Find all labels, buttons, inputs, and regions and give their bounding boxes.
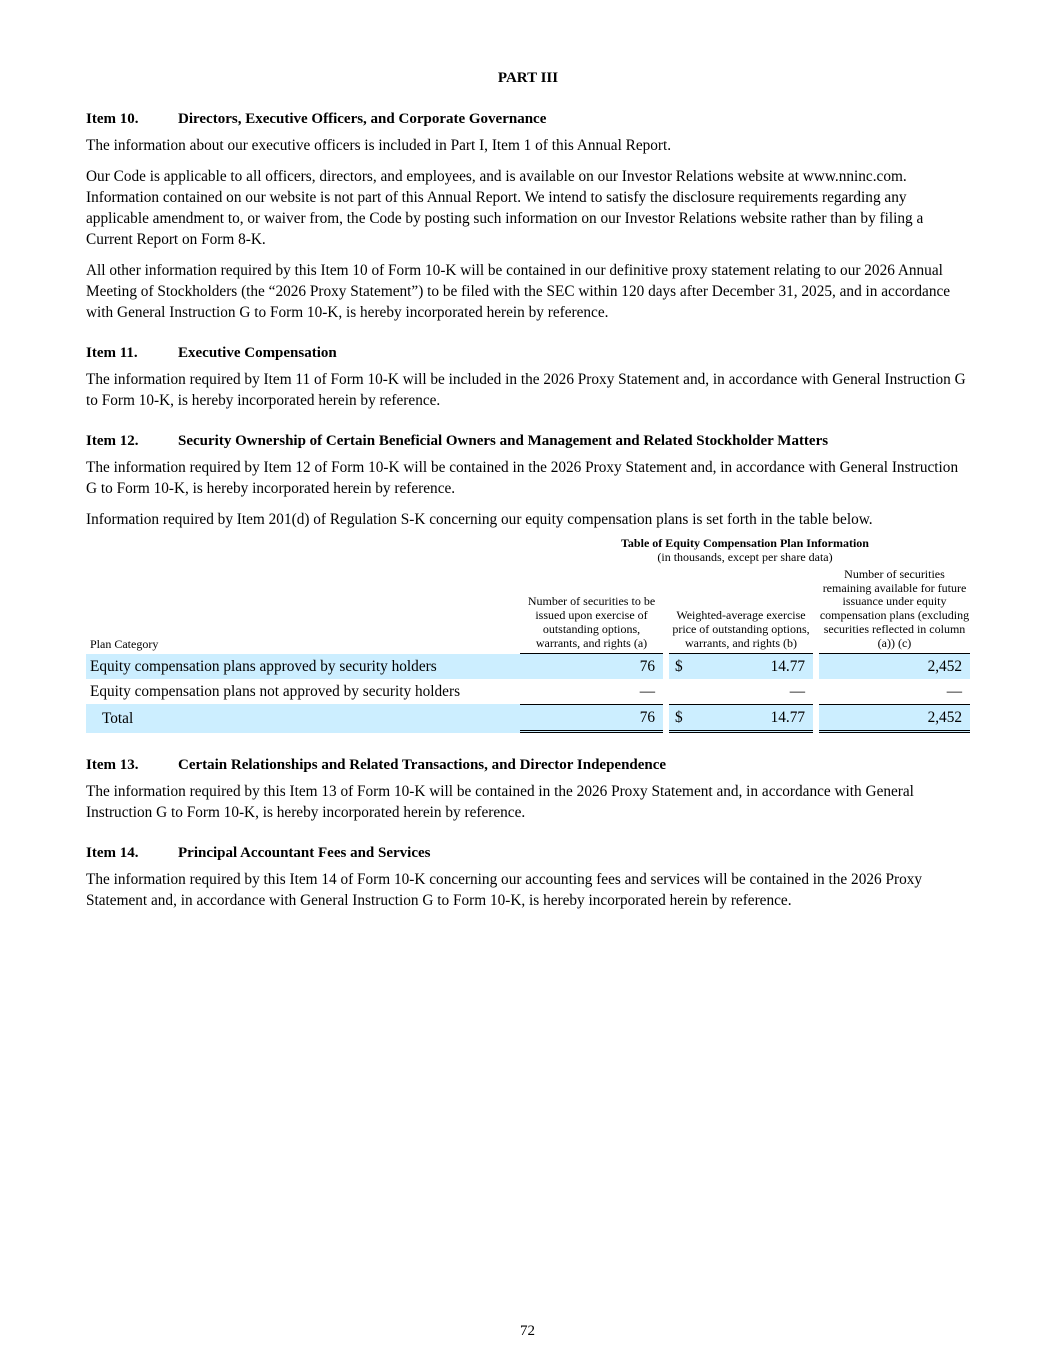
- table-row: [86, 654, 970, 679]
- item-title: Directors, Executive Officers, and Corporate Governance: [178, 111, 547, 127]
- table-subtitle: (in thousands, except per share data): [657, 550, 833, 564]
- item-14-section: [86, 843, 970, 911]
- paragraph: Our Code is applicable to all officers, directors, and employees, and is available on our Investor Relations website at www.nninc.com. Information contained on our website is not part of this Annual Report. We intend to satisfy the disclosure requirements regarding any applicable amendment to, or waiver from, the Code by posting such information on our Investor Relations website rather than by filing a Current Report on Form 8-K.: [86, 168, 924, 248]
- paragraph: The information required by this Item 13 of Form 10-K will be contained in the 2026 Proxy Statement and, in accordance with General Instruction G to Form 10-K, is hereby incorporated herein by reference.: [86, 783, 914, 822]
- row-label: Equity compensation plans approved by security holders: [86, 654, 520, 679]
- item-title: Certain Relationships and Related Transactions, and Director Independence: [178, 757, 667, 774]
- paragraph: The information required by this Item 14 of Form 10-K concerning our accounting fees and services will be contained in the 2026 Proxy Statement and, in accordance with General Instruction G to Form 10-K, is hereby incorporated herein by reference.: [86, 871, 923, 910]
- item-12-section: [86, 431, 970, 733]
- cell-a: —: [639, 682, 655, 700]
- item-11-section: [86, 343, 970, 411]
- page-number: 72: [520, 1323, 535, 1339]
- item-number: Item 12.: [86, 433, 139, 449]
- item-number: Item 13.: [86, 757, 139, 774]
- cell-b: 14.77: [691, 654, 813, 679]
- cell-c: 2,452: [819, 654, 970, 679]
- header-plan-category: Plan Category: [90, 636, 159, 651]
- paragraph: The information required by Item 11 of Form 10-K will be included in the 2026 Proxy Statement and, in accordance with General Instruction G to Form 10-K, is hereby incorporated herein by reference.: [86, 371, 966, 409]
- item-13-section: [86, 755, 970, 823]
- cell-c: 2,452: [819, 704, 970, 733]
- cell-currency: [669, 679, 691, 704]
- item-number: Item 10.: [86, 111, 139, 127]
- paragraph: Information required by Item 201(d) of Regulation S-K concerning our equity compensation plans is set forth in the table below.: [86, 511, 873, 528]
- table-caption: [520, 536, 970, 564]
- row-label: Equity compensation plans not approved by security holders: [90, 682, 461, 700]
- cell-currency: $: [669, 654, 691, 679]
- table-total-row: [86, 704, 970, 733]
- table-header-row: [86, 568, 970, 654]
- item-14-heading: [86, 843, 970, 863]
- item-title: Executive Compensation: [178, 345, 337, 361]
- paragraph: The information about our executive officers is included in Part I, Item 1 of this Annual Report.: [86, 137, 672, 154]
- row-label: Total: [86, 704, 520, 733]
- paragraph: The information required by Item 12 of Form 10-K will be contained in the 2026 Proxy Statement and, in accordance with General Instruction G to Form 10-K, is hereby incorporated herein by reference.: [86, 459, 959, 497]
- part-title: PART III: [497, 70, 559, 86]
- cell-b: —: [789, 682, 805, 700]
- item-12-heading: [86, 431, 970, 451]
- cell-b: 14.77: [691, 704, 813, 733]
- table-title: Table of Equity Compensation Plan Information: [621, 536, 869, 550]
- header-col-b: Weighted-average exercise price of outstanding options, warrants, and rights (b): [669, 568, 813, 654]
- cell-a: 76: [520, 704, 663, 733]
- equity-compensation-table: [86, 568, 970, 733]
- table-row: [86, 679, 970, 704]
- item-10-section: [86, 109, 970, 323]
- item-number: Item 11.: [86, 345, 138, 361]
- item-13-heading: [86, 755, 970, 775]
- cell-c: —: [946, 682, 962, 700]
- item-title: Security Ownership of Certain Beneficial Owners and Management and Related Stockholder Matters: [178, 433, 829, 449]
- header-col-a: Number of securities to be issued upon exercise of outstanding options, warrants, and rights (a): [520, 568, 663, 654]
- item-number: Item 14.: [86, 845, 139, 862]
- item-10-heading: [86, 109, 970, 129]
- cell-currency: $: [669, 704, 691, 733]
- document-page: [86, 68, 970, 931]
- paragraph: All other information required by this Item 10 of Form 10-K will be contained in our definitive proxy statement relating to our 2026 Annual Meeting of Stockholders (the “2026 Proxy Statement”) to be filed with the SEC within 120 days after December 31, 2025, and in accordance with General Instruction G to Form 10-K, is hereby incorporated herein by reference.: [86, 262, 951, 321]
- item-11-heading: [86, 343, 970, 363]
- item-title: Principal Accountant Fees and Services: [178, 845, 431, 862]
- header-col-c: Number of securities remaining available for future issuance under equity compensation plans (excluding securities reflected in column (a)) (c): [819, 568, 970, 654]
- cell-a: 76: [520, 654, 663, 679]
